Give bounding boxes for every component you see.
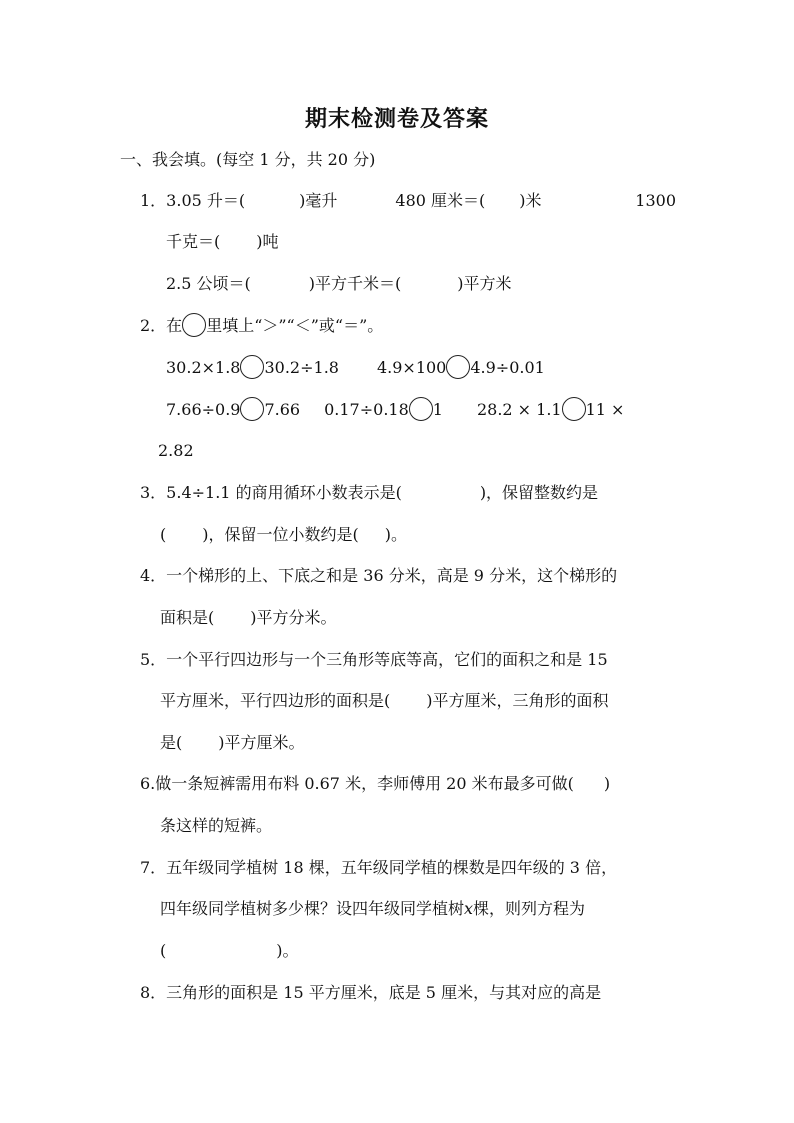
q6-text: 6.做一条短裤需用布料 0.67 米，李师傅用 20 米布最多可做( (140, 774, 574, 793)
q2-expr: 7.66 (264, 400, 301, 419)
page-title: 期末检测卷及答案 (304, 107, 489, 132)
question-5-line-1: 5．一个平行四边形与一个三角形等底等高，它们的面积之和是 15 (140, 650, 608, 669)
answer-circle[interactable] (446, 355, 470, 379)
question-3-line-2 (160, 525, 407, 545)
q1-part-c-cont: 千克＝( (166, 232, 221, 251)
q1-part-c-unit: )吨 (256, 232, 279, 251)
q7-text: 棵，则列方程为 (473, 899, 586, 918)
q2-intro-a: 2．在 (140, 316, 183, 335)
q4-text: )平方分米。 (250, 608, 337, 627)
q3-text: 3．5.4÷1.1 的商用循环小数表示是( (140, 483, 402, 502)
question-1-line-3 (166, 274, 512, 294)
q1-part-a-unit: )毫升 (299, 191, 338, 210)
question-4-line-2 (160, 608, 337, 628)
q3-text: )。 (384, 525, 407, 544)
question-1-line-1 (140, 191, 680, 211)
q7-text: 四年级同学植树多少棵？设四年级同学植树 (160, 899, 465, 918)
q2-expr: 4.9÷0.01 (470, 358, 545, 377)
question-2-row-1 (166, 358, 545, 379)
q7-text: )。 (276, 941, 299, 960)
question-6-line-2: 条这样的短裤。 (160, 816, 273, 835)
q2-intro-b: 里填上“＞”“＜”或“＝”。 (206, 316, 384, 335)
q4-text: 面积是( (160, 608, 215, 627)
q6-text: ) (603, 774, 611, 793)
q1-part-d-unit: )平方米 (457, 274, 512, 293)
q1-part-d: 2.5 公顷＝( (166, 274, 251, 293)
q1-part-b-unit: )米 (519, 191, 542, 210)
variable-x: x (464, 899, 474, 918)
question-5-line-3 (160, 733, 305, 753)
question-3-line-1 (140, 483, 598, 503)
q3-text: ( (160, 525, 167, 544)
question-1-line-2 (166, 232, 279, 252)
question-2-row-2 (166, 400, 624, 421)
q1-part-d-mid: )平方千米＝( (308, 274, 402, 293)
answer-circle[interactable] (240, 397, 264, 421)
q5-text: 是( (160, 733, 183, 752)
q3-text: )，保留整数约是 (479, 483, 599, 502)
q5-text: 平方厘米，平行四边形的面积是( (160, 691, 391, 710)
q2-expr: 11 × (585, 400, 625, 419)
question-2-row-3: 2.82 (158, 441, 194, 460)
q2-expr: 0.17÷0.18 (324, 400, 409, 419)
question-7-line-2 (160, 899, 585, 919)
q7-text: ( (160, 941, 167, 960)
q2-expr: 30.2×1.8 (166, 358, 241, 377)
q5-text: )平方厘米，三角形的面积 (426, 691, 609, 710)
q2-expr: 28.2 × 1.1 (476, 400, 562, 419)
q2-expr: 7.66÷0.9 (166, 400, 241, 419)
question-4-line-1: 4．一个梯形的上、下底之和是 36 分米，高是 9 分米，这个梯形的 (140, 566, 618, 585)
q1-part-a: 1．3.05 升＝( (140, 191, 246, 210)
q2-expr: 4.9×100 (376, 358, 447, 377)
answer-circle[interactable] (182, 313, 206, 337)
question-6-line-1 (140, 774, 610, 794)
q1-part-c: 1300 (635, 191, 676, 210)
q5-text: )平方厘米。 (218, 733, 305, 752)
q2-expr: 30.2÷1.8 (264, 358, 339, 377)
question-7-line-3 (160, 941, 299, 961)
answer-circle[interactable] (409, 397, 433, 421)
answer-circle[interactable] (240, 355, 264, 379)
q2-expr: 1 (432, 400, 443, 419)
q1-part-b: 480 厘米＝( (395, 191, 486, 210)
question-8-line-1: 8．三角形的面积是 15 平方厘米，底是 5 厘米，与其对应的高是 (140, 983, 602, 1002)
answer-circle[interactable] (562, 397, 586, 421)
question-7-line-1: 7．五年级同学植树 18 棵，五年级同学植的棵数是四年级的 3 倍， (140, 858, 618, 877)
question-2-intro (140, 316, 383, 337)
q3-text: )，保留一位小数约是( (202, 525, 359, 544)
section-heading: 一、我会填。(每空 1 分，共 20 分) (120, 150, 376, 169)
question-5-line-2 (160, 691, 609, 711)
